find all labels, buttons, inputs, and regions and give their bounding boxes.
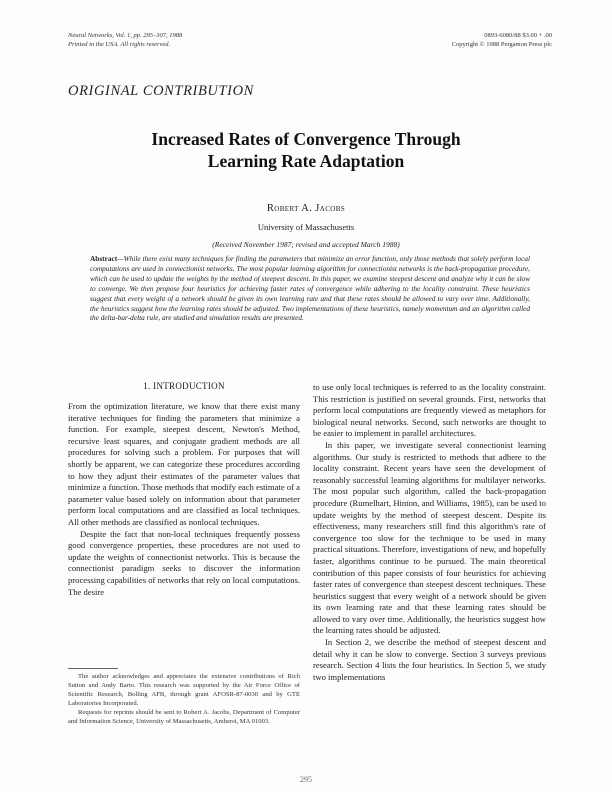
intro-paragraph-2: Despite the fact that non-local techniques frequently possess good convergence properties, these procedures are not used to update the weights of connectionist networks. This is because the connectionist paradigm seeks to discover the information processing capabilities of networks that rely on local computations. The desire bbox=[68, 528, 300, 597]
abstract-text: —While there exist many techniques for finding the parameters that minimize an error function, only those methods that solely perform local computations are used in connectionist networks. The most popular learning algorithm for connectionist networks is the back-propagation procedure, which can be used to update the weights by the method of steepest descent. In this paper, we examine steepest descent and analyze why it can be slow to converge. We then propose four heuristics for achieving faster rates of convergence while adhering to the locality constraint. These heuristics suggest that every weight of a network should be given its own learning rate and that these rates should be allowed to vary over time. Additionally, the heuristics suggest how the learning rates should be adjusted. Two implementations of these heuristics, namely momentum and an algorithm called the delta-bar-delta rule, are studied and simulation results are presented. bbox=[90, 254, 530, 323]
intro-paragraph-3: to use only local techniques is referred to as the locality constraint. This restriction is justified on several grounds. First, networks that perform local computations are frequently viewed as metaphors for biological neural networks. Second, such networks are thought to be easier to implement in parallel architectures. bbox=[313, 382, 546, 439]
intro-paragraph-5: In Section 2, we describe the method of steepest descent and detail why it can be slow to converge. Section 3 surveys previous research. Section 4 lists the four heuristics. In Section 5, we study two implementations bbox=[313, 637, 546, 682]
copyright-line: Copyright © 1988 Pergamon Press plc bbox=[451, 40, 552, 48]
title-line-1: Increased Rates of Convergence Through bbox=[151, 129, 461, 149]
author-affiliation: University of Massachusetts bbox=[257, 222, 355, 232]
citation-line-1: Neural Networks, Vol. 1, pp. 295–307, 1988 bbox=[68, 32, 183, 39]
article-type-label: ORIGINAL CONTRIBUTION bbox=[68, 83, 254, 99]
abstract-label: Abstract bbox=[90, 254, 118, 263]
paper-title bbox=[0, 128, 612, 172]
author-name: Robert A. Jacobs bbox=[266, 203, 346, 214]
footnotes bbox=[68, 673, 300, 726]
left-column bbox=[68, 401, 300, 598]
page-number: 295 bbox=[300, 775, 312, 784]
received-dates: (Received November 1987; revised and accepted March 1988) bbox=[212, 240, 400, 249]
citation-line-2: Printed in the USA. All rights reserved. bbox=[68, 40, 171, 48]
intro-paragraph-1: From the optimization literature, we know that there exist many iterative techniques for finding the parameters that minimize a function. For example, steepest descent, Newton's Method, recursive least squares, and conjugate gradient methods are all procedures for solving such a problem. For purposes that will shortly be apparent, we can categorize these procedures according to how they adjust their estimates of the parameter values that minimize a function. Those methods that modify each estimate of a parameter value based solely on information about that parameter perform local computations and are classified as local techniques. All other methods are classified as nonlocal techniques. bbox=[68, 401, 300, 527]
section-heading-introduction: 1. INTRODUCTION bbox=[143, 381, 225, 391]
abstract bbox=[90, 254, 530, 323]
footnote-acknowledgment: The author acknowledges and appreciates the extensive contributions of Rich Sutton and Andy Barto. This research was supported by the Air Force Office of Scientific Research, Bolling AFB, through grant AFOSR-87-0030 and by GTE Laboratories Incorporated. bbox=[68, 673, 300, 707]
right-column bbox=[313, 382, 546, 683]
footnote-divider bbox=[68, 668, 118, 669]
footnote-reprints: Requests for reprints should be sent to Robert A. Jacobs, Department of Computer and Information Science, University of Massachusetts, Amherst, MA 01003. bbox=[68, 708, 300, 725]
intro-paragraph-4: In this paper, we investigate several connectionist learning algorithms. Our study is restricted to methods that adhere to the locality constraint. Recent years have seen the development of reasonably successful learning algorithms for multilayer networks. The most popular such algorithm, called the back-propagation procedure (Rumelhart, Hinton, and Williams, 1985), can be used to update weights by the method of steepest descent. Despite its effectiveness, many researchers still find this algorithm's rate of convergence too slow for the technique to be used in many practical situations. Therefore, investigations of new, and hopefully faster, algorithms continue to be pursued. The main theoretical contribution of this paper consists of four heuristics for achieving faster rates of convergence than steepest descent techniques. These heuristics suggest that every weight of a network should be given its own learning rate and that these learning rates should be allowed to vary over time. Additionally, the heuristics suggest how the learning rates should be adjusted. bbox=[313, 439, 546, 636]
copyright-block bbox=[452, 32, 552, 49]
journal-citation bbox=[68, 32, 182, 49]
issn-line: 0893-6080/88 $3.00 + .00 bbox=[484, 32, 552, 39]
title-line-2: Learning Rate Adaptation bbox=[207, 151, 405, 171]
